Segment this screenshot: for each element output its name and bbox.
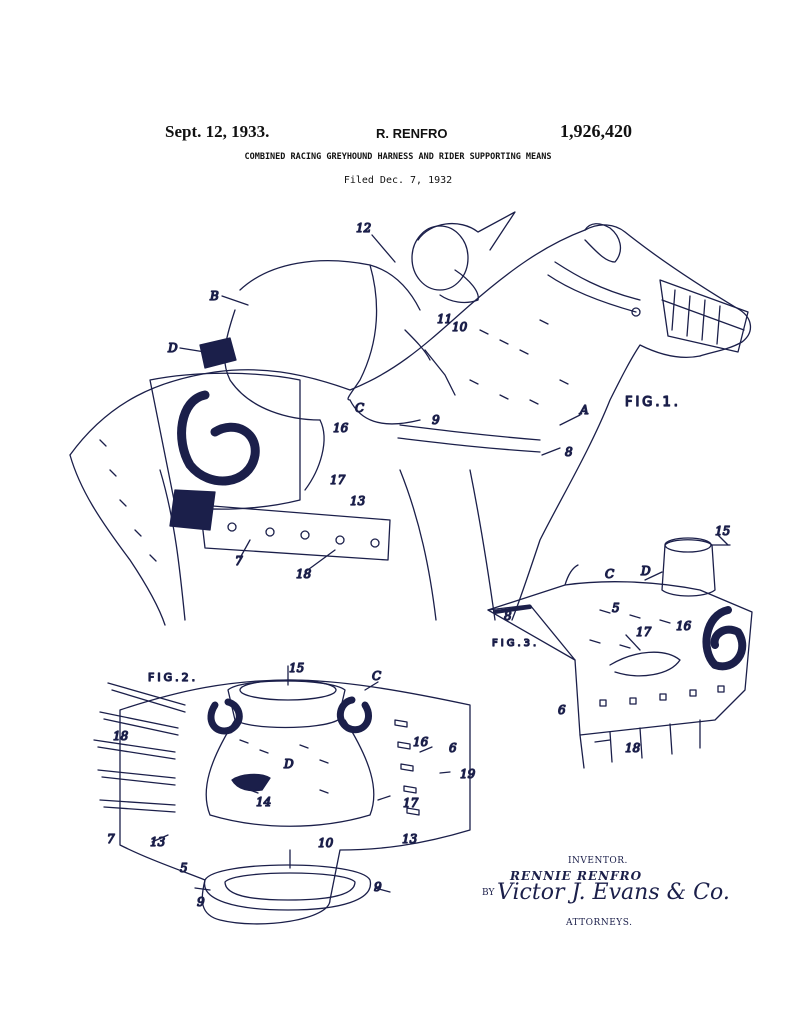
fig3-ref-d: D [641,564,651,578]
fig3-ref-5: 5 [612,601,620,615]
fig2-ref-19: 19 [460,767,476,781]
fig2-ref-d: D [284,757,294,771]
fig2-ref-6: 6 [449,741,457,755]
fig2-ref-7: 7 [107,832,115,846]
filed-date: Filed Dec. 7, 1932 [343,175,453,186]
inventor-full-name: RENNIE RENFRO [510,869,643,883]
fig2-ref-16: 16 [413,735,429,749]
patent-date: Sept. 12, 1933. [165,122,270,141]
fig2-ref-15: 15 [289,661,305,675]
fig1-ref-10: 10 [452,320,468,334]
fig2-ref-9-left: 9 [197,895,205,909]
fig1-ref-16: 16 [333,421,349,435]
attorneys-heading: ATTORNEYS. [566,918,633,928]
fig1-ref-13: 13 [350,494,366,508]
fig1-label: FIG.1. [625,395,681,410]
fig3-label: FIG.3. [492,638,540,649]
fig2-ref-18: 18 [113,729,129,743]
fig3-ref-16: 16 [676,619,692,633]
fig3-ref-18: 18 [625,741,641,755]
fig3-ref-c: C [605,567,615,581]
fig1-ref-18: 18 [296,567,312,581]
fig3-drawing [488,535,752,768]
fig1-ref-c: C [355,401,365,415]
fig1-ref-11: 11 [437,312,453,326]
fig3-ref-8: 8 [504,609,512,623]
fig2-ref-13-right: 13 [402,832,418,846]
fig2-ref-c: C [372,669,382,683]
fig1-ref-b: B [210,289,219,303]
fig1-ref-9: 9 [432,413,440,427]
fig1-ref-7: 7 [235,554,243,568]
fig2-ref-10: 10 [318,836,334,850]
patent-title: COMBINED RACING GREYHOUND HARNESS AND RIDER SUPPORTING MEANS [244,152,552,162]
fig2-drawing [94,666,470,924]
fig1-ref-a: A [580,403,589,417]
fig2-ref-13-left: 13 [150,835,166,849]
fig2-ref-9-right: 9 [374,880,382,894]
fig1-ref-17: 17 [330,473,346,487]
fig2-ref-14: 14 [256,795,272,809]
fig1-ref-12: 12 [356,221,372,235]
fig3-ref-6: 6 [558,703,566,717]
fig1-ref-8: 8 [565,445,573,459]
fig2-ref-17: 17 [403,796,419,810]
fig2-ref-5: 5 [180,861,188,875]
by-label: BY [482,888,495,898]
fig3-ref-17: 17 [636,625,652,639]
fig2-label: FIG.2. [148,671,199,684]
attorney-signature: Victor J. Evans & Co. [497,880,730,905]
fig3-ref-15: 15 [715,524,731,538]
inventor-name-header: R. RENFRO [376,126,448,141]
inventor-heading: INVENTOR. [568,856,628,866]
patent-number: 1,926,420 [560,121,632,141]
fig1-ref-d: D [168,341,178,355]
